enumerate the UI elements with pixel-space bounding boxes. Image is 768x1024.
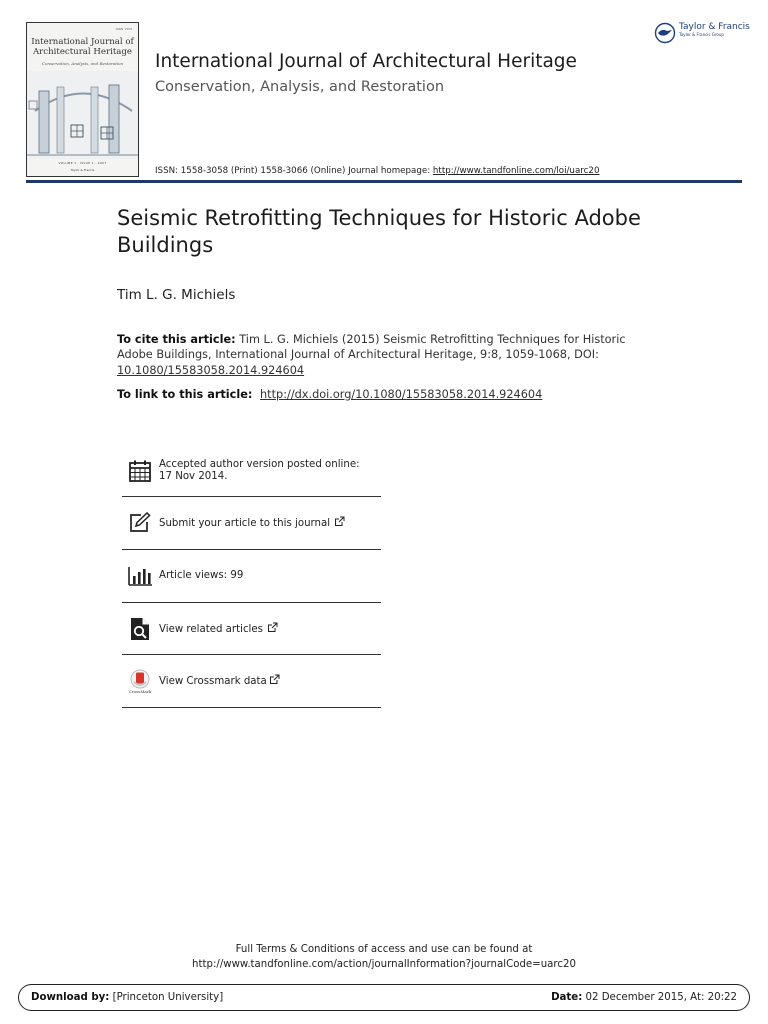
article-info-panel bbox=[122, 445, 381, 708]
download-by-label: Download by: bbox=[31, 992, 110, 1003]
header-divider bbox=[26, 180, 742, 183]
crossmark-icon bbox=[127, 668, 153, 694]
bar-chart-icon bbox=[127, 563, 153, 589]
calendar-icon bbox=[127, 458, 153, 484]
cover-volume-line: VOLUME 1 · ISSUE 1 · 2007 bbox=[58, 161, 107, 165]
terms-notice bbox=[0, 943, 768, 972]
crossmark-logo-text: CrossMark bbox=[128, 688, 152, 694]
article-link-label: To link to this article: bbox=[117, 388, 253, 401]
article-author: Tim L. G. Michiels bbox=[117, 287, 236, 303]
cover-publisher: Taylor & Francis bbox=[70, 168, 95, 172]
document-search-icon bbox=[127, 616, 153, 642]
submit-article-row[interactable] bbox=[122, 497, 381, 550]
external-link-icon bbox=[269, 674, 280, 685]
article-views-text: Article views: 99 bbox=[159, 570, 244, 582]
cover-title: International Journal of Architectural Heritage bbox=[31, 37, 134, 57]
issn-line bbox=[155, 166, 599, 176]
journal-cover-image bbox=[26, 22, 139, 177]
crossmark-link[interactable]: View Crossmark data bbox=[159, 676, 267, 688]
article-link-row bbox=[117, 388, 542, 401]
issn-text: ISSN: 1558-3058 (Print) 1558-3066 (Online) Journal homepage: bbox=[155, 166, 431, 176]
publisher-logo-icon bbox=[654, 22, 676, 44]
download-by bbox=[31, 992, 223, 1003]
journal-title: International Journal of Architectural Heritage bbox=[155, 51, 577, 72]
article-views-row bbox=[122, 550, 381, 603]
article-title: Seismic Retrofitting Techniques for Historic Adobe Buildings bbox=[117, 206, 641, 257]
citation-label: To cite this article: bbox=[117, 333, 236, 346]
cover-small-text: ISSN 1558 bbox=[115, 27, 132, 31]
journal-homepage-link[interactable]: http://www.tandfonline.com/loi/uarc20 bbox=[432, 166, 600, 176]
download-date-label: Date: bbox=[551, 992, 583, 1003]
publisher-logo[interactable] bbox=[654, 22, 750, 44]
accepted-version-row bbox=[122, 445, 381, 497]
edit-icon bbox=[127, 510, 153, 536]
terms-line-1: Full Terms & Conditions of access and use can be found at bbox=[235, 944, 533, 955]
crossmark-row[interactable] bbox=[122, 655, 381, 708]
journal-subtitle: Conservation, Analysis, and Restoration bbox=[155, 79, 445, 95]
publisher-name: Taylor & Francis bbox=[679, 22, 750, 32]
external-link-icon bbox=[334, 516, 345, 527]
cover-building-illustration bbox=[27, 71, 139, 159]
download-date-value: 02 December 2015, At: 20:22 bbox=[585, 992, 737, 1003]
related-articles-row[interactable] bbox=[122, 603, 381, 655]
citation-doi-link[interactable]: 10.1080/15583058.2014.924604 bbox=[117, 363, 305, 377]
accepted-version-text: Accepted author version posted online: 17 Nov 2014. bbox=[159, 459, 360, 482]
terms-url[interactable]: http://www.tandfonline.com/action/journalInformation?journalCode=uarc20 bbox=[192, 958, 576, 970]
cover-subtitle: Conservation, Analysis, and Restoration bbox=[41, 61, 124, 66]
download-info-bar bbox=[18, 984, 750, 1011]
article-doi-url[interactable]: http://dx.doi.org/10.1080/15583058.2014.924604 bbox=[260, 388, 543, 401]
publisher-group: Taylor & Francis Group bbox=[679, 32, 724, 37]
related-articles-link[interactable]: View related articles bbox=[159, 623, 263, 635]
external-link-icon bbox=[267, 622, 278, 633]
submit-article-link[interactable]: Submit your article to this journal bbox=[159, 518, 331, 530]
citation-text: Tim L. G. Michiels (2015) Seismic Retrofitting Techniques for Historic Adobe Buildings, International Journal of Architectural Heritage, 9:8, 1059-1068, DOI: bbox=[117, 333, 626, 362]
citation-block bbox=[117, 332, 637, 378]
download-date bbox=[551, 992, 737, 1003]
download-by-value: [Princeton University] bbox=[112, 992, 224, 1003]
